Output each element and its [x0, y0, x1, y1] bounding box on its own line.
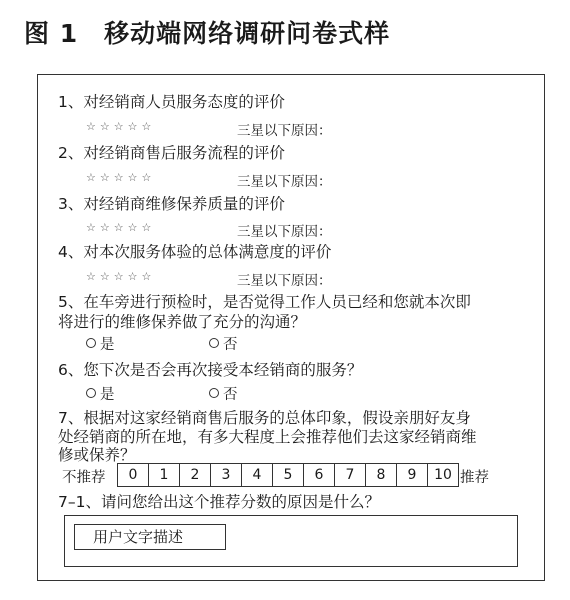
question-5: 5、在车旁进行预检时，是否觉得工作人员已经和您就本次即 [58, 293, 471, 311]
question-7-1: 7–1、请问您给出这个推荐分数的原因是什么？ [58, 493, 380, 511]
scale-cell[interactable]: 6 [304, 464, 335, 486]
q5-option-no[interactable] [209, 333, 238, 354]
text-description-field[interactable]: 用户文字描述 [74, 524, 226, 550]
radio-icon [209, 388, 219, 398]
scale-cell[interactable]: 5 [273, 464, 304, 486]
q5-option-yes-label: 是 [100, 337, 115, 353]
scale-cell[interactable]: 3 [211, 464, 242, 486]
q5-option-no-label: 否 [223, 337, 238, 353]
reason-label-2: 三星以下原因： [237, 174, 332, 190]
q6-option-yes[interactable] [86, 383, 115, 404]
scale-cell[interactable]: 1 [149, 464, 180, 486]
radio-icon [86, 338, 96, 348]
scale-cell[interactable]: 4 [242, 464, 273, 486]
radio-icon [209, 338, 219, 348]
question-2: 2、对经销商售后服务流程的评价 [58, 144, 285, 162]
q6-option-no[interactable] [209, 383, 238, 404]
scale-cell[interactable]: 9 [397, 464, 428, 486]
scale-cell[interactable]: 10 [434, 467, 452, 483]
recommend-scale [117, 463, 459, 487]
question-4: 4、对本次服务体验的总体满意度的评价 [58, 243, 332, 261]
reason-label-3: 三星以下原因： [237, 224, 332, 240]
scale-high-label: 推荐 [460, 470, 489, 486]
figure-caption: 移动端网络调研问卷式样 [104, 19, 391, 48]
star-rating-4[interactable]: ☆☆☆☆☆ [86, 270, 156, 283]
reason-label-1: 三星以下原因： [237, 123, 332, 139]
question-3: 3、对经销商维修保养质量的评价 [58, 195, 285, 213]
star-rating-3[interactable]: ☆☆☆☆☆ [86, 221, 156, 234]
figure-label: 图 1 [24, 19, 79, 48]
reason-label-4: 三星以下原因： [237, 273, 332, 289]
question-6: 6、您下次是否会再次接受本经销商的服务？ [58, 361, 363, 379]
question-7-line-3: 修或保养？ [58, 446, 136, 464]
scale-cell[interactable]: 7 [335, 464, 366, 486]
star-rating-1[interactable]: ☆☆☆☆☆ [86, 120, 156, 133]
scale-cell[interactable]: 8 [366, 464, 397, 486]
q6-option-no-label: 否 [223, 387, 238, 403]
figure-title [24, 14, 390, 50]
scale-low-label: 不推荐 [62, 470, 106, 486]
q6-option-yes-label: 是 [100, 387, 115, 403]
star-rating-2[interactable]: ☆☆☆☆☆ [86, 171, 156, 184]
question-7: 7、根据对这家经销商售后服务的总体印象，假设亲朋好友身 [58, 409, 471, 427]
question-7-line-2: 处经销商的所在地，有多大程度上会推荐他们去这家经销商维 [58, 428, 477, 446]
q5-option-yes[interactable] [86, 333, 115, 354]
scale-cell[interactable]: 2 [180, 464, 211, 486]
question-5-line-2: 将进行的维修保养做了充分的沟通？ [58, 313, 307, 331]
question-1: 1、对经销商人员服务态度的评价 [58, 93, 285, 111]
radio-icon [86, 388, 96, 398]
scale-cell[interactable]: 0 [118, 464, 149, 486]
